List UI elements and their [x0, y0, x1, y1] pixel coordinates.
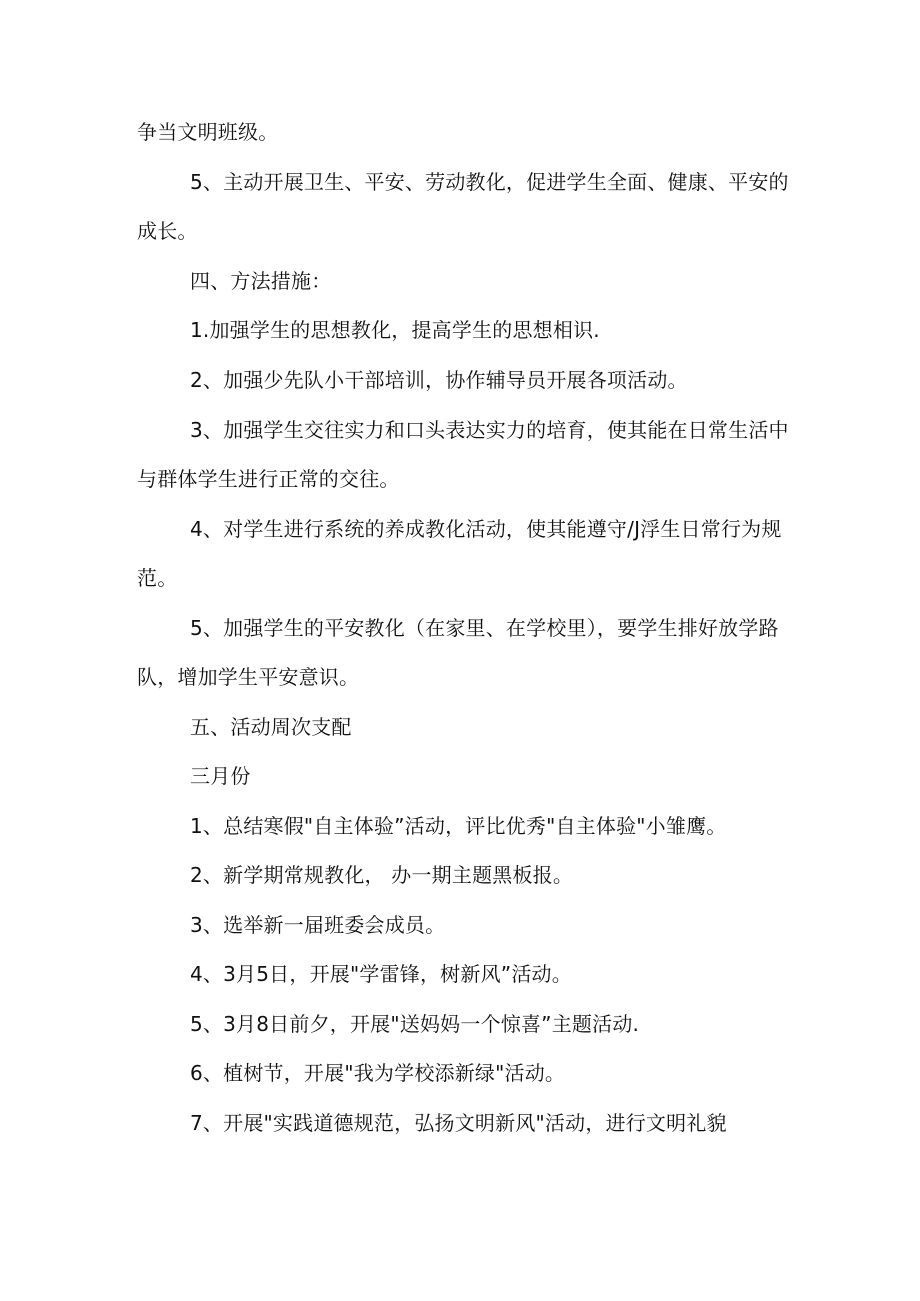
list-item: 4、3月5日，开展"学雷锋，树新风”活动。 — [190, 962, 572, 986]
list-item: 6、植树节，开展"我为学校添新绿"活动。 — [190, 1061, 566, 1085]
paragraph-line: 5、主动开展卫生、平安、劳动教化，促进学生全面、健康、平安的 — [190, 170, 789, 194]
list-item: 1、总结寒假"自主体验”活动，评比优秀"自主体验"小雏鹰。 — [190, 814, 727, 838]
paragraph-line: 5、加强学生的平安教化（在家里、在学校里），要学生排好放学路 — [190, 616, 779, 640]
paragraph-line: 争当文明班级。 — [137, 120, 279, 144]
section-heading: 四、方法措施： — [190, 269, 332, 293]
list-item: 2、新学期常规教化， 办一期主题黑板报。 — [190, 863, 574, 887]
paragraph-line: 成长。 — [137, 219, 198, 243]
list-item: 7、开展"实践道德规范，弘扬文明新风"活动，进行文明礼貌 — [190, 1111, 727, 1135]
list-item: 3、选举新一届班委会成员。 — [190, 913, 446, 937]
paragraph-line: 3、加强学生交往实力和口头表达实力的培育，使其能在日常生活中 — [190, 418, 789, 442]
paragraph-line: 1.加强学生的思想教化，提高学生的思想相识. — [190, 318, 600, 342]
list-item: 5、3月8日前夕，开展"送妈妈一个惊喜”主题活动. — [190, 1012, 640, 1036]
paragraph-line: 范。 — [137, 566, 178, 590]
section-heading: 五、活动周次支配 — [190, 715, 352, 739]
paragraph-line: 4、对学生进行系统的养成教化活动，使其能遵守/J浮生日常行为规 — [190, 517, 782, 541]
paragraph-line: 与群体学生进行正常的交往。 — [137, 467, 400, 491]
paragraph-line: 队，增加学生平安意识。 — [137, 665, 360, 689]
subheading: 三月份 — [190, 764, 251, 788]
paragraph-line: 2、加强少先队小干部培训，协作辅导员开展各项活动。 — [190, 368, 688, 392]
